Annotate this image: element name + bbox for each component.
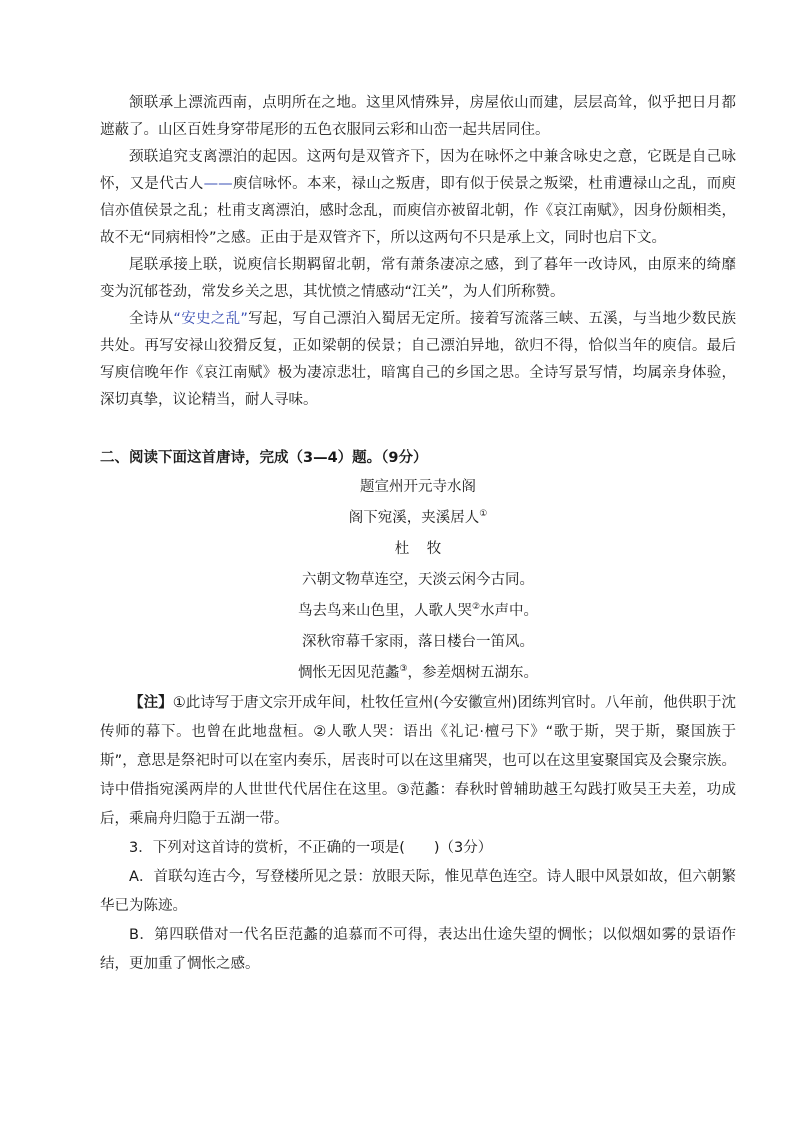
poem-line-text: 惆怅无因见范蠡 <box>297 665 400 681</box>
section-heading: 二、阅读下面这首唐诗，完成（3—4）题。（9分） <box>100 450 428 466</box>
footnote-marker: ② <box>471 602 481 613</box>
highlighted-term: “安史之乱” <box>173 311 248 327</box>
analysis-text: 庾信咏怀。本来，禄山之叛唐，即有似于侯景之叛梁，杜甫遭禄山之乱，而庾信亦值侯景之乱；杜甫支离漂泊，感时念乱，而庾信亦被留北朝，作《哀江南赋》，因身份颇相类，故不无“同病相怜”之感。正由于是双管齐下，所以这两句不只是承上文，同时也启下文。 <box>100 176 737 246</box>
analysis-text: 全诗从 <box>129 311 174 327</box>
poem-line <box>100 658 736 689</box>
em-dash: —— <box>203 176 233 192</box>
note-label: 【注】 <box>129 695 173 711</box>
annotation-note <box>100 689 736 834</box>
poem-title: 题宣州开元寺水阁 <box>360 479 476 495</box>
poem-author <box>100 534 736 565</box>
author-char: 杜 <box>394 541 410 557</box>
question-3: 3．下列对这首诗的赏析，不正确的一项是( )（3分） <box>129 840 493 856</box>
option-a: A．首联勾连古今，写登楼所见之景：放眼天际，惟见草色连空。诗人眼中风景如故，但六朝繁华已为陈迹。 <box>100 869 736 914</box>
poem-line-text: 水声中。 <box>480 603 539 619</box>
poem-line <box>100 596 736 627</box>
poem-line: 六朝文物草连空，天淡云闲今古同。 <box>302 572 534 588</box>
poem-line-text: ，参差烟树五湖东。 <box>407 665 539 681</box>
author-char: 牧 <box>426 541 442 557</box>
analysis-paragraph-couplet2: 颔联承上漂流西南，点明所在之地。这里风情殊异，房屋依山而建，层层高耸，似乎把日月都遮蔽了。山区百姓身穿带尾形的五色衣服同云彩和山峦一起共居同住。 <box>100 95 736 138</box>
analysis-paragraph-couplet4: 尾联承接上联，说庾信长期羁留北朝，常有萧条凄凉之感，到了暮年一改诗风，由原来的绮靡变为沉郁苍劲，常发乡关之思，其忧愤之情感动“江关”，为人们所称赞。 <box>100 257 736 300</box>
option-b: B．第四联借对一代名臣范蠡的追慕而不可得，表达出仕途失望的惆怅；以似烟如雾的景语作结，更加重了惆怅之感。 <box>100 927 736 972</box>
poem <box>100 472 736 689</box>
poem-subtitle <box>100 503 736 534</box>
poem-subtitle-text: 阁下宛溪，夹溪居人 <box>348 510 480 526</box>
note-text: ①此诗写于唐文宗开成年间，杜牧任宣州(今安徽宣州)团练判官时。八年前，他供职于沈传师的幕下。也曾在此地盘桓。②人歌人哭：语出《礼记·檀弓下》“歌于斯，哭于斯，聚国族于斯”，意思是祭祀时可以在室内奏乐，居丧时可以在这里痛哭，也可以在这里宴聚国宾及会聚宗族。诗中借指宛溪两岸的人世世代代居住在这里。③范蠡：春秋时曾辅助越王勾践打败吴王夫差，功成后，乘扁舟归隐于五湖一带。 <box>100 695 737 827</box>
poem-analysis <box>100 90 736 414</box>
analysis-text: 颈联追究支离漂泊的起因。这两句是双管齐下，因为在咏怀之中兼含咏史之意，它既是自己咏怀，又是代古人 <box>100 149 736 192</box>
poem-line-text: 鸟去鸟来山色里，人歌人哭 <box>297 603 472 619</box>
footnote-marker: ③ <box>399 664 408 675</box>
analysis-paragraph-couplet3 <box>100 144 736 252</box>
question-block <box>100 689 736 979</box>
analysis-paragraph-summary <box>100 306 736 414</box>
poem-line: 深秋帘幕千家雨，落日楼台一笛风。 <box>302 634 534 650</box>
document-page <box>100 90 736 979</box>
footnote-marker: ① <box>479 509 488 520</box>
analysis-text: 写起，写自己漂泊入蜀居无定所。接着写流落三峡、五溪，与当地少数民族共处。再写安禄山狡猾反复，正如梁朝的侯景；自己漂泊异地，欲归不得，恰似当年的庾信。最后写庾信晚年作《哀江南赋》极为凄凉悲壮，暗寓自己的乡国之思。全诗写景写情，均属亲身体验，深切真挚，议论精当，耐人寻味。 <box>100 311 737 408</box>
